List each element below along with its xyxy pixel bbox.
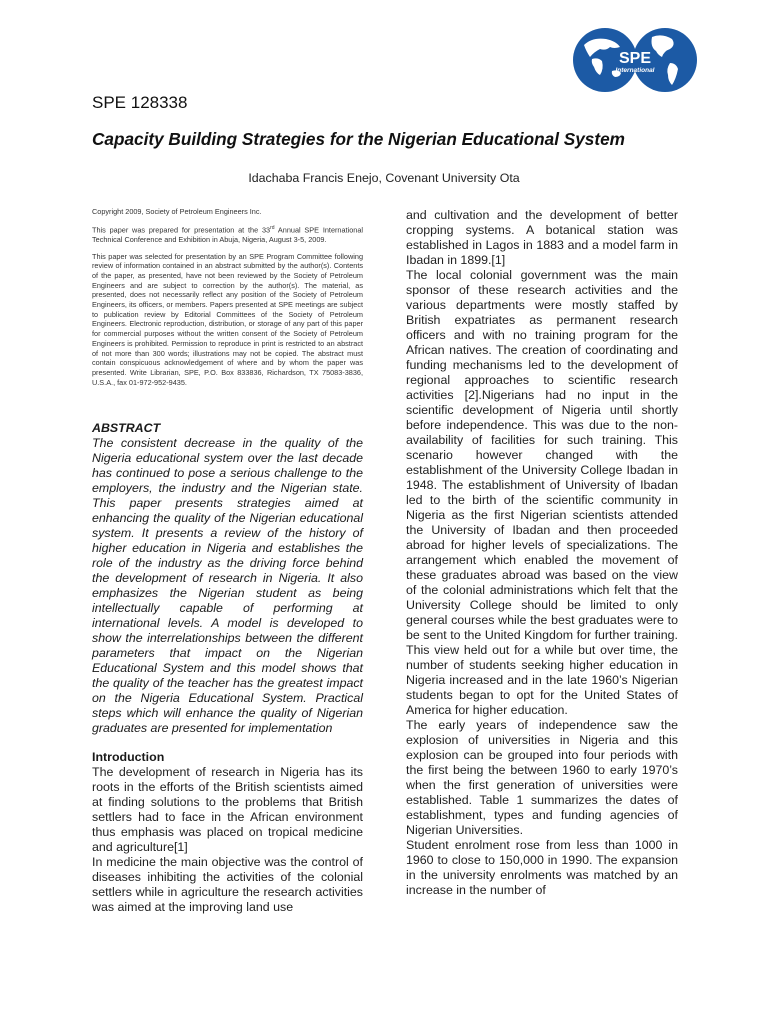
copyright-line: Copyright 2009, Society of Petroleum Engineers Inc. [92,207,262,216]
ordinal-superscript: rd [270,224,275,231]
intro-paragraph: and cultivation and the development of better cropping systems. A botanical station was established in Lagos in 1883 and a model farm in Ibadan in 1899.[1] [406,208,678,267]
copyright-disclaimer: This paper was selected for presentation by an SPE Program Committee following review of information contained in an abstract submitted by the author(s). Contents of the paper, as presented, have not been reviewed by the Society of Petroleum Engineers and are subject to correction by the author(s). The material, as presented, does not necessarily reflect any position of the Society of Petroleum Engineers, its officers, or members. Papers presented at SPE meetings are subject to publication review by Editorial Committees of the Society of Petroleum Engineers. Electronic reproduction, distribution, or storage of any part of this paper for commercial purposes without the written consent of the Society of Petroleum Engineers is prohibited. Permission to reproduce in print is restricted to an abstract of not more than 300 words; illustrations may not be copied. The abstract must contain conspicuous acknowledgement of where and by whom the paper was presented. Write Librarian, SPE, P.O. Box 833836, Richardson, TX 75083-3836, U.S.A., fax 01-972-952-9435. [92,251,363,387]
abstract-heading: ABSTRACT [92,421,161,436]
svg-text:International: International [615,67,655,74]
svg-text:SPE: SPE [618,50,652,67]
intro-paragraph: The development of research in Nigeria has its roots in the efforts of the British scientists aimed at finding solutions to the problems that British settlers had to face in the African environment thus emphasis was placed on tropical medicine and agriculture[1] [92,765,363,855]
spe-international-logo [572,27,698,93]
presentation-note-text: This paper was prepared for presentation at the 33 [92,225,271,235]
author-line: Idachaba Francis Enejo, Covenant University Ota [248,171,520,185]
presentation-note [92,224,363,245]
presentation-note-text-2: Annual SPE International Technical Conference and Exhibition in Abuja, Nigeria, August 3-5, 2009. [92,225,363,244]
paper-title: Capacity Building Strategies for the Nigerian Educational System [92,129,625,149]
intro-paragraph: The early years of independence saw the explosion of universities in Nigeria and this explosion can be grouped into four periods with the first being the between 1960 to early 1970’s when the first generation of universities were established. Table 1 summarizes the dates of establishment, types and funding agencies of Nigerian Universities. [406,718,678,837]
paper-id: SPE 128338 [92,93,188,112]
left-column [92,207,363,915]
globe-logo-icon [572,27,698,93]
introduction-heading: Introduction [92,750,165,765]
intro-paragraph: The local colonial government was the main sponsor of these research activities and the various departments were mostly staffed by British expatriates as permanent research officers and with no training program for the African natives. The creation of coordinating and funding mechanisms led to the development of regional approaches to scientific research activities [2].Nigerians had no input in the scientific development of Nigeria until shortly before independence. This was due to the non-availability of facilities for such training. This scenario however changed with the establishment of the University College Ibadan in 1948. The establishment of University of Ibadan led to the birth of the scientific community in Nigeria as the first Nigerian scientists attended the University of Ibadan and then proceeded abroad for higher levels of specializations. The arrangement which enabled the movement of these graduates abroad was based on the view of the colonial administrations which felt that the University College should be limited to only general courses while the best graduates were to be sent to the United Kingdom for further training. This view held out for a while but over time, the number of students seeking higher education in Nigeria increased and in the late 1960’s Nigerian students began to opt for the United States of America for higher education. [406,268,678,717]
right-column [406,208,678,898]
intro-paragraph: Student enrolment rose from less than 1000 in 1960 to close to 150,000 in 1990. The expansion in the university enrolments was matched by an increase in the number of [406,838,678,897]
intro-paragraph: In medicine the main objective was the control of diseases inhibiting the activities of the colonial settlers while in agriculture the research activities was aimed at the improving land use [92,855,363,915]
abstract-text: The consistent decrease in the quality of the Nigeria educational system over the last decade has continued to pose a serious challenge to the employers, the industry and the Nigerian state. This paper presents strategies aimed at enhancing the quality of the Nigerian educational system. It presents a review of the history of higher education in Nigeria and establishes the role of the industry as the driving force behind the development of research in Nigeria. It also emphasizes the Nigerian student as being intellectually capable of performing at international levels. A model is developed to show the interrelationships between the different parameters that impact on the Nigerian Educational System and this model shows that the quality of the teacher has the greatest impact on the Nigeria Educational System. Practical steps which will enhance the quality of Nigerian graduates are presented for implementation [92,436,363,736]
